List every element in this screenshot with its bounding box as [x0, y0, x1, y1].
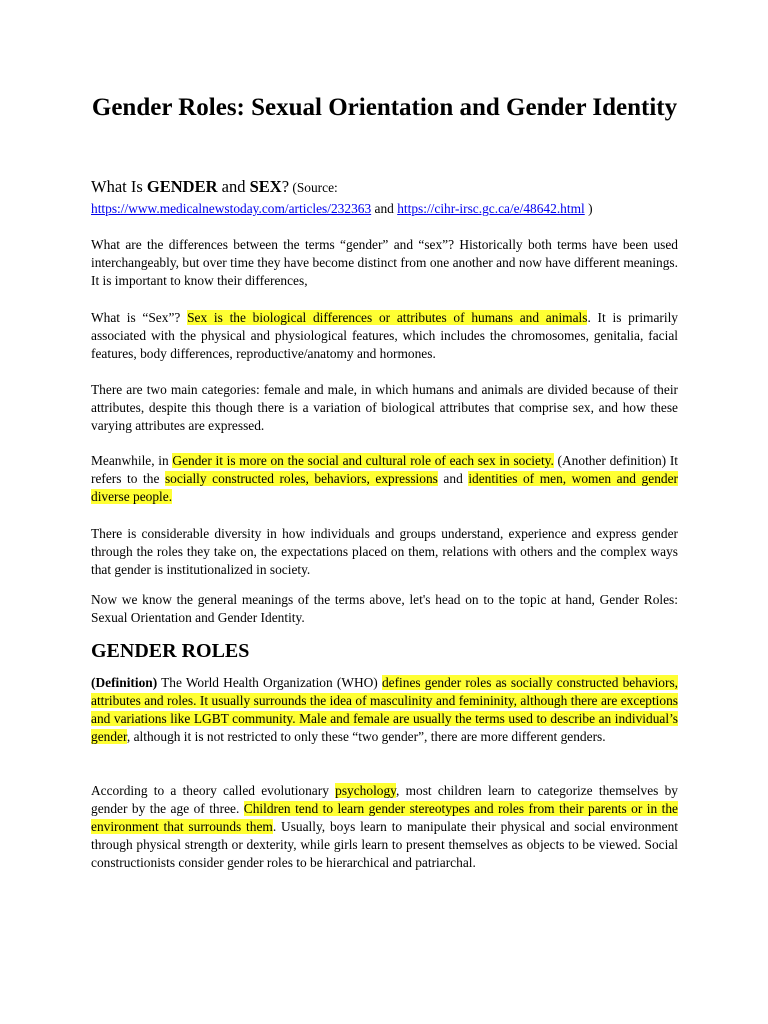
text: . Usually, boys learn to manipulate their physical and social environment through physical strength or dexterity, while girls learn to present themselves as objects to be viewed. Social constructionists consider gender roles to be hierarchical and patriarchal.	[91, 819, 678, 870]
text: , most children learn to categorize themselves by gender by the age of three.	[91, 783, 678, 816]
paragraph-evolutionary-psychology	[91, 782, 678, 872]
source-label: (Source:	[289, 180, 338, 195]
text: . It is primarily associated with the physical and physiological features, which includes the chromosomes, genitalia, facial features, body differences, reproductive/anatomy and hormones.	[91, 310, 678, 361]
source-close: )	[584, 201, 593, 216]
highlighted-text: Sex is the biological differences or attributes of humans and animals	[187, 310, 588, 325]
highlighted-text: identities of men, women and gender diverse people.	[91, 471, 678, 504]
source-and: and	[371, 201, 398, 216]
source-link-medicalnewstoday[interactable]: https://www.medicalnewstoday.com/articles/232363	[91, 201, 372, 216]
highlighted-text: socially constructed roles, behaviors, expressions	[164, 471, 438, 486]
heading-sex: SEX	[249, 177, 282, 196]
paragraph-sex	[91, 309, 678, 363]
text: The World Health Organization (WHO)	[157, 675, 382, 690]
paragraph-differences: What are the differences between the terms “gender” and “sex”? Historically both terms have been used interchangeably, but over time they have become distinct from one another and now have different meanings. It is important to know their differences,	[91, 237, 678, 288]
text: , although it is not restricted to only these “two gender”, there are more different genders.	[126, 729, 606, 744]
paragraph-definition	[91, 674, 678, 746]
heading-text: What Is	[91, 177, 147, 196]
heading-gender: GENDER	[146, 177, 218, 196]
highlighted-text: Gender it is more on the social and cultural role of each sex in society.	[172, 453, 554, 468]
text: Meanwhile, in	[91, 453, 173, 468]
source-links	[91, 200, 678, 218]
section-heading-gender-roles: GENDER ROLES	[91, 640, 250, 662]
paragraph-gender	[91, 452, 678, 506]
definition-label: (Definition)	[91, 675, 158, 690]
paragraph-categories: There are two main categories: female and male, in which humans and animals are divided because of their attributes, despite this though there is a variation of biological attributes that comprise sex, and how these varying attributes are expressed.	[91, 382, 678, 433]
text: What is “Sex”?	[91, 310, 188, 325]
heading-text: ?	[281, 177, 290, 196]
heading-text: and	[217, 177, 250, 196]
text: According to a theory called evolutionary	[91, 783, 336, 798]
paragraph-diversity: There is considerable diversity in how individuals and groups understand, experience and express gender through the roles they take on, the expectations placed on them, relations with others and the complex ways that gender is institutionalized in society.	[91, 526, 678, 577]
document-title: Gender Roles: Sexual Orientation and Gender Identity	[91, 94, 678, 121]
text: and	[437, 471, 469, 486]
text: (Another definition) It refers to the	[91, 453, 678, 486]
highlighted-text: psychology	[335, 783, 397, 798]
highlighted-text: defines gender roles as socially constructed behaviors, attributes and roles. It usually surrounds the idea of masculinity and femininity, although there are exceptions and variations like LGBT community. Male and female are usually the terms used to describe an individual’s gender	[91, 675, 678, 744]
highlighted-text: Children tend to learn gender stereotypes and roles from their parents or in the environment that surrounds them	[91, 801, 678, 834]
source-link-cihr[interactable]: https://cihr-irsc.gc.ca/e/48642.html	[397, 201, 585, 216]
paragraph-now-we-know: Now we know the general meanings of the terms above, let's head on to the topic at hand, Gender Roles: Sexual Orientation and Gender Identity.	[91, 592, 678, 625]
what-is-heading	[91, 176, 338, 199]
